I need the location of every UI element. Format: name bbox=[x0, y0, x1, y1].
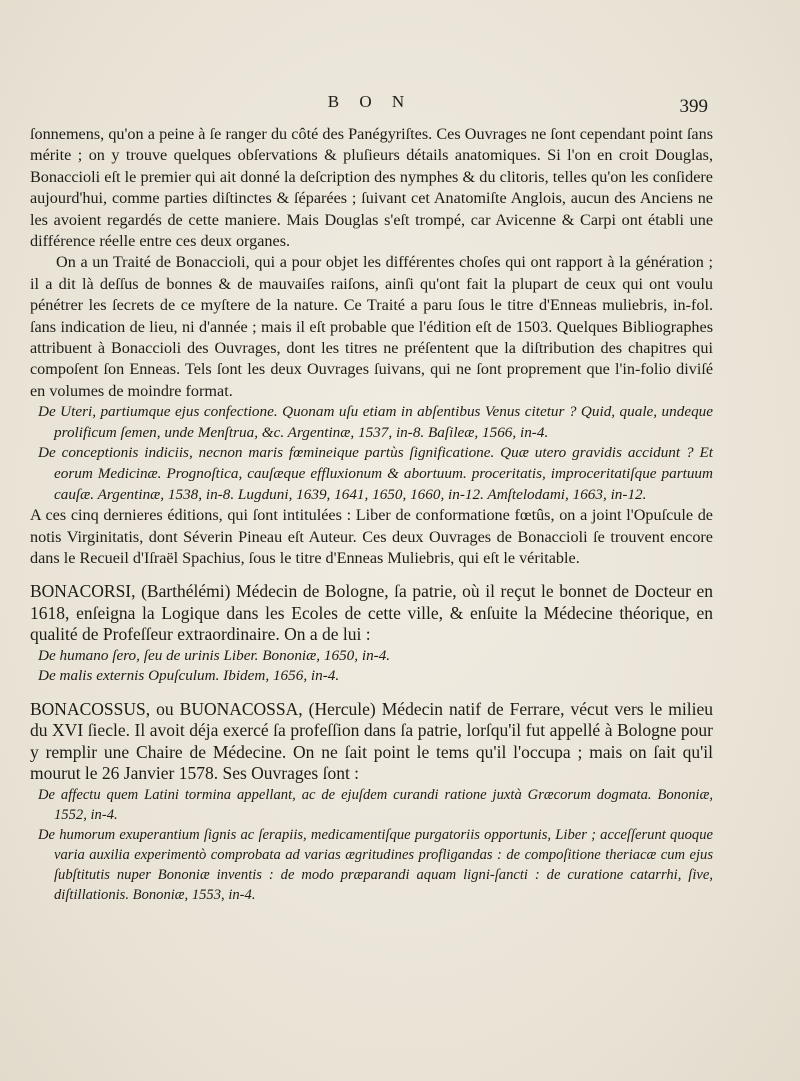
bonacorsi-work-2: De malis externis Opuſculum. Ibidem, 1656, in-4. bbox=[38, 667, 340, 685]
bonacorsi-entry: BONACORSI, (Barthélémi) Médecin de Bologne, ſa patrie, où il reçut le bonnet de Docteur en 1618, enſeigna la Logique dans les Ecoles de cette ville, & enſuite la Médecine théorique, en qualité de Profeſſeur extraordinaire. On a de lui : bbox=[30, 581, 713, 645]
bonacossus-entry: BONACOSSUS, ou BUONACOSSA, (Hercule) Médecin natif de Ferrare, vécut vers le milieu du XVI ſiecle. Il avoit déja exercé ſa profeſſion dans ſa patrie, lorſqu'il fut appellé à Bologne pour y remplir une Chaire de Médecine. On ne ſait point le tems qu'il l'occupa ; mais on ſait qu'il mourut le 26 Janvier 1578. Ses Ouvrages ſont : bbox=[30, 698, 713, 784]
bonacossus-work-1: De affectu quem Latini tormina appellant, ac de ejuſdem curandi ratione juxtà Græcorum dogmata. Bononiæ, 1552, in-4. bbox=[38, 786, 713, 823]
bonacciolus-work-2: De conceptionis indiciis, necnon maris fœmineique partùs ſignificatione. Quæ utero gravidis accidunt ? Et eorum Medicinæ. Prognoſtica, cauſæque effluxionum & abortuum. proceritatis, improceritatiſque partuum cauſæ. Argentinæ, 1538, in-8. Lugduni, 1639, 1641, 1650, 1660, in-12. Amſtelodami, 1663, in-12. bbox=[38, 444, 713, 503]
page-body bbox=[30, 124, 713, 905]
bonacciolus-paragraph-3: A ces cinq dernieres éditions, qui ſont intitulées : Liber de conformatione fœtûs, on a joint l'Opuſcule de notis Virginitatis, dont Séverin Pineau eſt Auteur. Ces deux Ouvrages de Bonaccioli ſe trouvent encore dans le Recueil d'Iſraël Spachius, ſous le titre d'Enneas Muliebris, qui eſt le véritable. bbox=[30, 506, 713, 568]
bonacciolus-paragraph-1: ſonnemens, qu'on a peine à ſe ranger du côté des Panégyriſtes. Ces Ouvrages ne ſont cependant point ſans mérite ; on y trouve quelques obſervations & pluſieurs détails anatomiques. Si l'on en croit Douglas, Bonaccioli eſt le premier qui ait donné la deſcription des nymphes & du clitoris, telles qu'on les conſidere aujourd'hui, comme parties diſtinctes & ſéparées ; ſuivant cet Anatomiſte Anglois, aucun des Anciens ne les avoient regardés de cette maniere. Mais Douglas s'eſt trompé, car Avicenne & Carpi ont établi une différence réelle entre ces deux organes. bbox=[30, 125, 713, 251]
bonacorsi-work-1: De humano ſero, ſeu de urinis Liber. Bononiæ, 1650, in-4. bbox=[38, 646, 391, 664]
bonacciolus-work-1: De Uteri, partiumque ejus confectione. Quonam uſu etiam in abſentibus Venus citetur ? Quid, quale, undeque prolificum ſemen, unde Menſtrua, &c. Argentinæ, 1537, in-8. Baſileæ, 1566, in-4. bbox=[38, 403, 713, 441]
bonacossus-work-2: De humorum exuperantium ſignis ac ſerapiis, medicamentiſque purgatoriis opportunis, Liber ; acceſſerunt quoque varia auxilia experimentò comprobata ad varias ægritudines profligandas : de compoſitione theriacæ cum ejus ſubſtitutis nuper Bononiæ inventis : de modo præparandi aquam ligni-ſancti : de curatione catarrhi, ſive, diſtillationis. Bononiæ, 1553, in-4. bbox=[38, 826, 713, 903]
page-header bbox=[0, 92, 800, 122]
page-number: 399 bbox=[679, 96, 708, 117]
running-head: B O N bbox=[327, 92, 413, 111]
bonacciolus-paragraph-2: On a un Traité de Bonaccioli, qui a pour objet les différentes choſes qui ont rapport à la génération ; il a dit là deſſus de bonnes & de mauvaiſes raiſons, ainſi qu'ont fait la plupart de ceux qui ont voulu pénétrer les ſecrets de ce myſtere de la nature. Ce Traité a paru ſous le titre d'Enneas muliebris, in-fol. ſans indication de lieu, ni d'année ; mais il eſt probable que l'édition eſt de 1503. Quelques Bibliographes attribuent à Bonaccioli des Ouvrages, dont les titres ne préſentent que la diſtribution des chapitres qui compoſent ſon Enneas. Tels ſont les deux Ouvrages ſuivans, qui ne ſont proprement que l'in-folio diviſé en volumes de moindre format. bbox=[30, 253, 713, 400]
